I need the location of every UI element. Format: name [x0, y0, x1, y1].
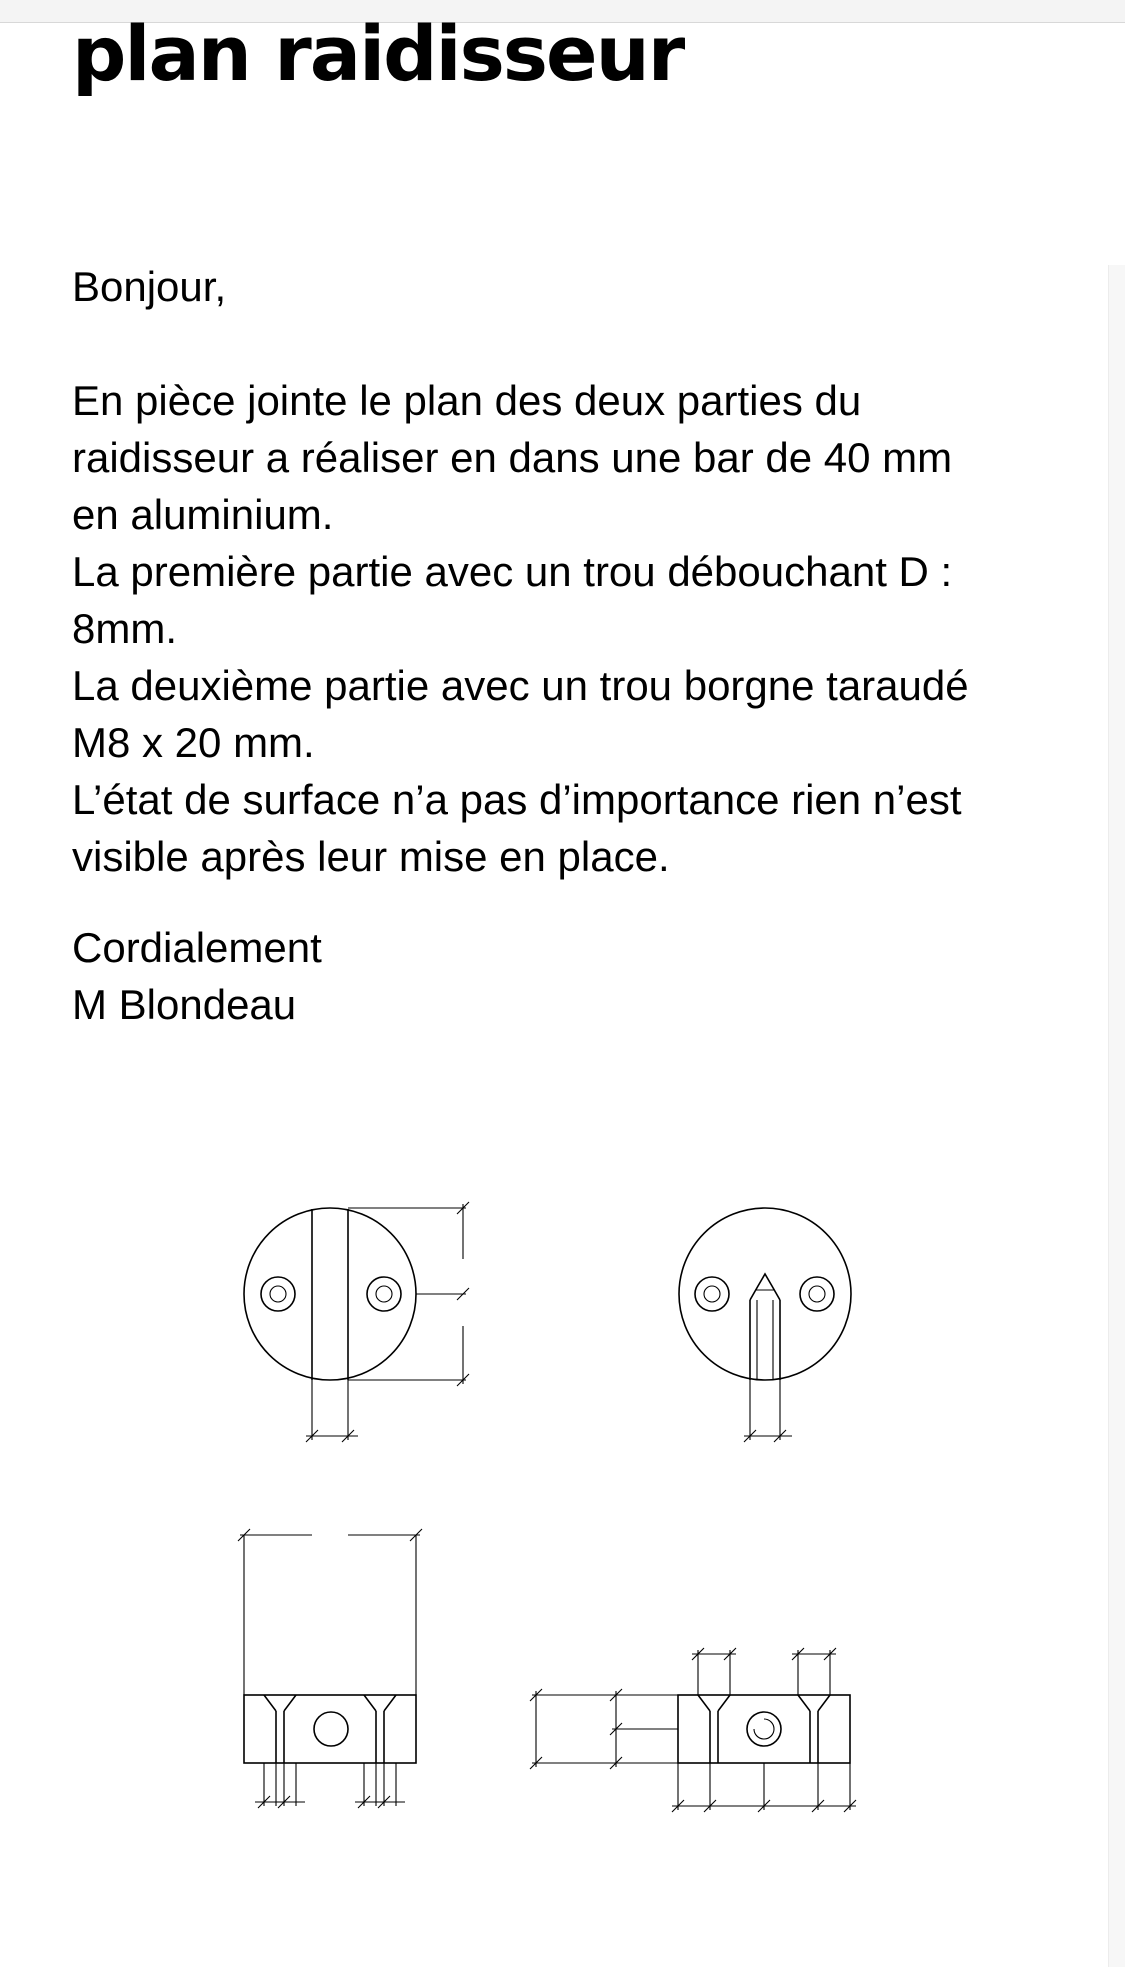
spacer: [72, 315, 1072, 372]
paragraph-line: visible après leur mise en place.: [72, 833, 670, 880]
spacer: [72, 885, 1072, 919]
part-1-side-view: [238, 1529, 422, 1808]
paragraph-line: L’état de surface n’a pas d’importance rien n’est: [72, 776, 962, 823]
signature: M Blondeau: [72, 981, 297, 1028]
greeting: Bonjour,: [72, 263, 227, 310]
paragraph-line: en aluminium.: [72, 491, 334, 538]
part-1-front-view: [244, 1202, 469, 1442]
page-title: plan raidisseur: [72, 9, 684, 98]
email-body: [72, 258, 1072, 1033]
paragraph-line: En pièce jointe le plan des deux parties du: [72, 377, 862, 424]
technical-drawing: [0, 1160, 1125, 1840]
part-2-front-view: [679, 1208, 851, 1442]
closing: Cordialement: [72, 924, 322, 971]
part-2-side-view: [530, 1648, 856, 1812]
paragraph-line: La deuxième partie avec un trou borgne taraudé: [72, 662, 969, 709]
paragraph-line: La première partie avec un trou débouchant D :: [72, 548, 953, 595]
paragraph-line: 8mm.: [72, 605, 177, 652]
paragraph-line: M8 x 20 mm.: [72, 719, 315, 766]
paragraph-line: raidisseur a réaliser en dans une bar de 40 mm: [72, 434, 953, 481]
